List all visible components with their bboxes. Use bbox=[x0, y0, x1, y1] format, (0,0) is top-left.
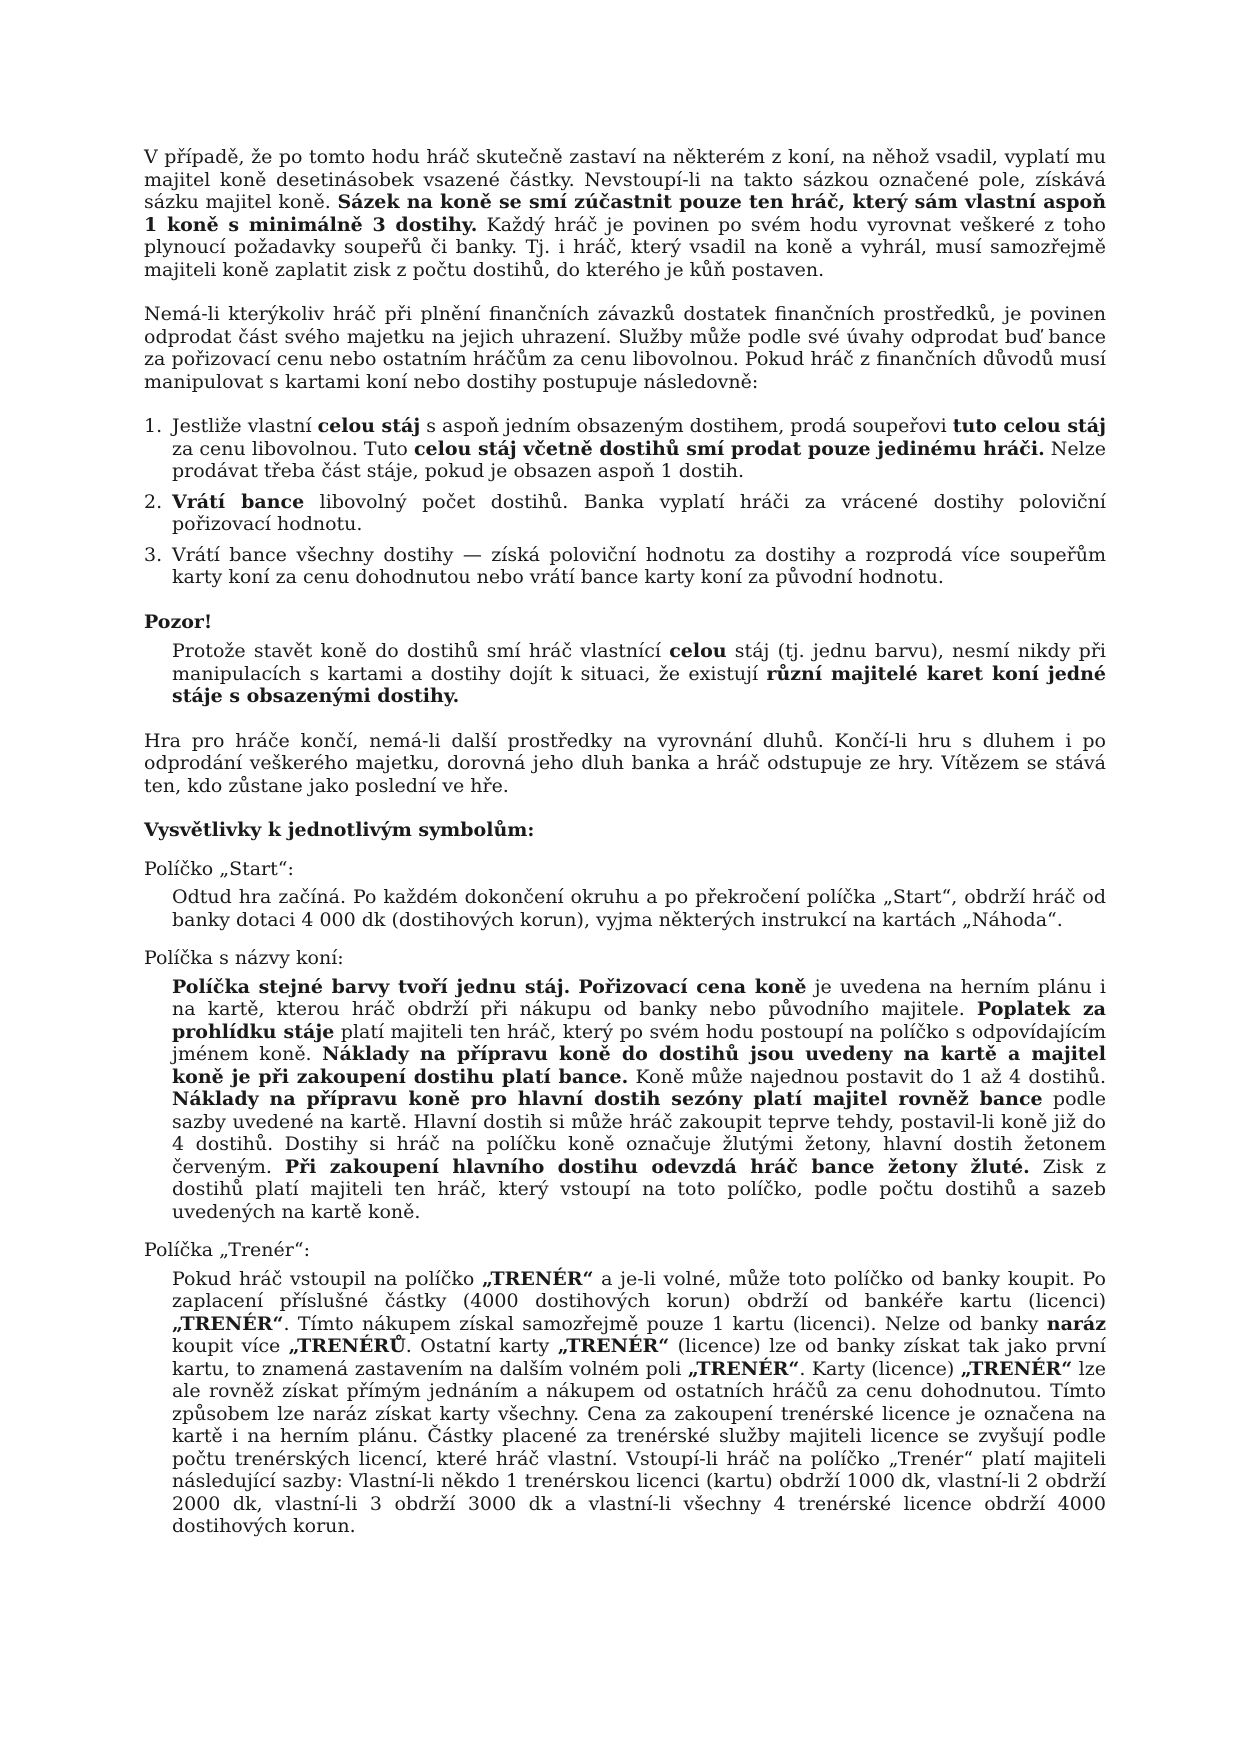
symbol-label: Políčko „Start“: bbox=[144, 857, 294, 880]
list-item bbox=[144, 544, 1106, 589]
list-item-number: 1. bbox=[144, 415, 163, 437]
paragraph-insolvency: Nemá-li kterýkoliv hráč při plnění finančních závazků dostatek finančních prostředků, je povinen odprodat část svého majetku na jejich uhrazení. Služby může podle své úvahy odprodat buď bance za pořizovací cenu nebo ostatním hráčům za cenu libovolnou. Pokud hráč z finančních důvodů musí manipulovat s kartami koní nebo dostihy postupuje následovně: bbox=[144, 303, 1106, 393]
symbol-label: Políčka „Trenér“: bbox=[144, 1239, 310, 1261]
symbols-section-title: Vysvětlivky k jednotlivým symbolům: bbox=[144, 819, 535, 841]
list-item-text: Vrátí bance všechny dostihy — získá poloviční hodnotu za dostihy a rozprodá více soupeřům karty koní za cenu dohodnutou nebo vrátí bance karty koní za původní hodnotu. bbox=[172, 543, 1106, 588]
symbol-description: Políčka stejné barvy tvoří jednu stáj. Pořizovací cena koně je uvedena na herním plánu i na kartě, kterou hráč obdrží při nákupu od banky nebo původního majitele. Poplatek za prohlídku stáje platí majiteli ten hráč, který po svém hodu postoupí na políčko s odpovídajícím jménem koně. Náklady na přípravu koně do dostihů jsou uvedeny na kartě a majitel koně je při zakoupení dostihu platí bance. Koně může najednou postavit do 1 až 4 dostihů. Náklady na přípravu koně pro hlavní dostih sezóny platí majitel rovněž bance podle sazby uvedené na kartě. Hlavní dostih si může hráč zakoupit teprve tehdy, postavil-li koně již do 4 dostihů. Dostihy si hráč na políčku koně označuje žlutými žetony, hlavní dostih žetonem červeným. Při zakoupení hlavního dostihu odevzdá hráč bance žetony žluté. Zisk z dostihů platí majiteli ten hráč, který vstoupí na toto políčko, podle počtu dostihů a sazeb uvedených na kartě koně. bbox=[172, 975, 1107, 1223]
warning-text: Protože stavět koně do dostihů smí hráč vlastnící celou stáj (tj. jednu barvu), nesmí nikdy při manipulacích s kartami a dostihy dojít k situaci, že existují různí majitelé karet koní jedné stáje s obsazenými dostihy. bbox=[172, 640, 1106, 707]
symbol-trainer bbox=[144, 1239, 1106, 1538]
symbol-description: Odtud hra začíná. Po každém dokončení okruhu a po překročení políčka „Start“, obdrží hráč od banky dotaci 4 000 dk (dostihových korun), vyjma některých instrukcí na kartách „Náhoda“. bbox=[172, 886, 1106, 931]
list-item bbox=[144, 415, 1106, 483]
symbol-description: Pokud hráč vstoupil na políčko „TRENÉR“ a je-li volné, může toto políčko od banky koupit. Po zaplacení příslušné částky (4000 dostihových korun) obdrží od bankéře kartu (licenci) „TRENÉR“. Tímto nákupem získal samozřejmě pouze 1 kartu (licenci). Nelze od banky naráz koupit více „TRENÉRŮ. Ostatní karty „TRENÉR“ (licence) lze od banky získat tak jako první kartu, to znamená zastavením na dalším volném poli „TRENÉR“. Karty (licence) „TRENÉR“ lze ale rovněž získat přímým jednáním a nákupem od ostatních hráčů za cenu dohodnutou. Tímto způsobem lze naráz získat karty všechny. Cena za zakoupení trenérské licence je označena na kartě i na herním plánu. Částky placené za trenérské služby majiteli licence se zvyšují podle počtu trenérských licencí, které hráč vlastní. Vstoupí-li hráč na políčko „Trenér“ platí majiteli následující sazby: Vlastní-li někdo 1 trenérskou licenci (kartu) obdrží 1000 dk, vlastní-li 2 obdrží 2000 dk, vlastní-li 3 obdrží 3000 dk a vlastní-li všechny 4 trenérské licence obdrží 4000 dostihových korun. bbox=[172, 1267, 1106, 1537]
sale-procedure-list bbox=[144, 415, 1106, 589]
warning-block bbox=[144, 611, 1106, 708]
list-item bbox=[144, 491, 1106, 536]
list-item-text: Vrátí bance libovolný počet dostihů. Banka vyplatí hráči za vrácené dostihy poloviční pořizovací hodnotu. bbox=[172, 490, 1106, 535]
symbol-horses bbox=[144, 947, 1106, 1223]
paragraph-betting: V případě, že po tomto hodu hráč skutečně zastaví na některém z koní, na něhož vsadil, vyplatí mu majitel koně desetinásobek vsazené částky. Nevstoupí-li na takto sázkou označené pole, získává sázku majitel koně. Sázek na koně se smí zúčastnit pouze ten hráč, který sám vlastní aspoň 1 koně s minimálně 3 dostihy. Každý hráč je povinen po svém hodu vyrovnat veškeré z toho plynoucí požadavky soupeřů či banky. Tj. i hráč, který vsadil na koně a vyhrál, musí samozřejmě majiteli koně zaplatit zisk z počtu dostihů, do kterého je kůň postaven. bbox=[144, 146, 1107, 281]
list-item-number: 3. bbox=[144, 543, 163, 566]
paragraph-end-game: Hra pro hráče končí, nemá-li další prostředky na vyrovnání dluhů. Končí-li hru s dluhem i po odprodání veškerého majetku, dorovná jeho dluh banka a hráč odstupuje ze hry. Vítězem se stává ten, kdo zůstane jako poslední ve hře. bbox=[144, 729, 1106, 797]
symbol-start bbox=[144, 858, 1106, 932]
list-item-text: Jestliže vlastní celou stáj s aspoň jedním obsazeným dostihem, prodá soupeřovi tuto celou stáj za cenu libovolnou. Tuto celou stáj včetně dostihů smí prodat pouze jedinému hráči. Nelze prodávat třeba část stáje, pokud je obsazen aspoň 1 dostih. bbox=[172, 415, 1106, 482]
list-item-number: 2. bbox=[144, 490, 163, 513]
warning-heading: Pozor! bbox=[144, 610, 213, 633]
symbol-label: Políčka s názvy koní: bbox=[144, 947, 344, 969]
